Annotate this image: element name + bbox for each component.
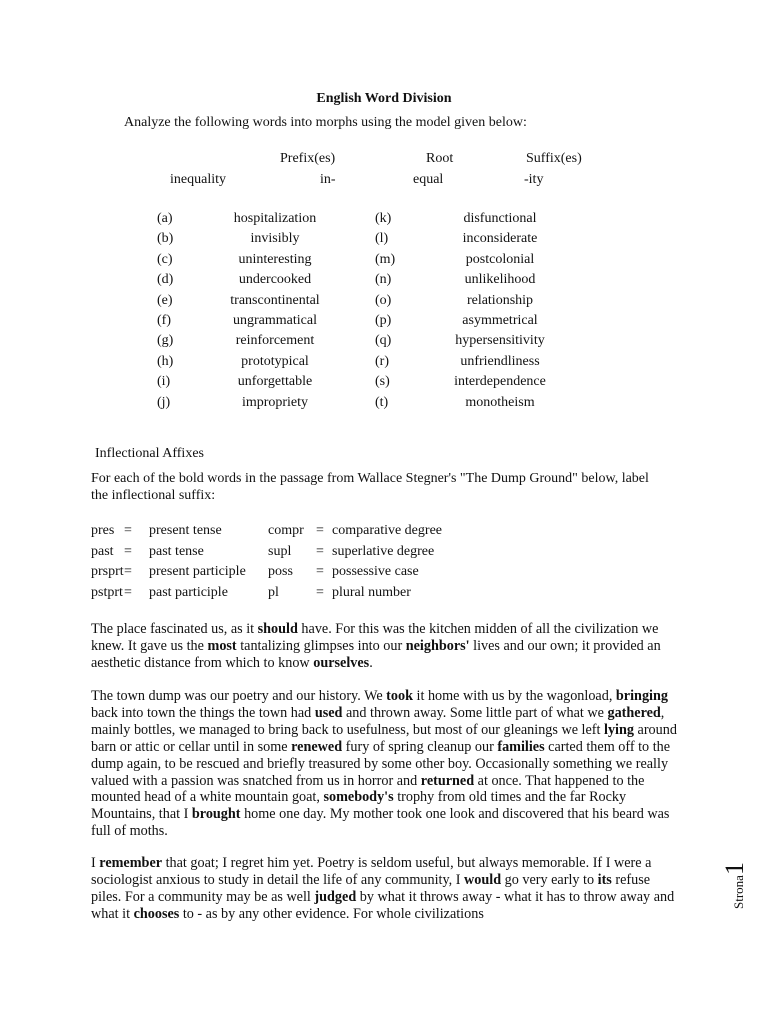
word-item: unlikelihood xyxy=(464,272,536,288)
abbreviation-cell: past participle xyxy=(149,584,228,600)
item-label: (l) xyxy=(375,231,389,247)
abbreviation-cell: pstprt xyxy=(91,584,123,600)
abbreviation-cell: = xyxy=(316,543,324,559)
item-label: (p) xyxy=(375,313,392,328)
bold-word: neighbors' xyxy=(405,637,470,654)
item-label: (d) xyxy=(157,272,174,288)
word-item: undercooked xyxy=(238,272,312,288)
word-item: invisibly xyxy=(250,231,300,247)
word-item: asymmetrical xyxy=(462,313,538,328)
word-item: unfriendliness xyxy=(460,353,540,369)
bold-word: returned xyxy=(420,772,475,789)
word-item: monotheism xyxy=(465,394,535,410)
example-word: inequality xyxy=(170,172,226,187)
abbreviation-cell: = xyxy=(124,564,132,580)
item-label: (g) xyxy=(157,333,174,349)
word-item: disfunctional xyxy=(463,211,537,226)
passage-paragraph: I remember that goat; I regret him yet. Poetry is seldom useful, but always memorable. If I were a sociologist anxious to study in detail the life of any community, I would go very early to its refuse piles. For a community may be as well judged by what it throws away - what it has to throw away and what it chooses to - as by any other evidence. For whole civilizations xyxy=(91,855,675,922)
section-heading-inflectional: Inflectional Affixes xyxy=(95,446,204,461)
prefix-header: Prefix(es) xyxy=(280,151,336,166)
word-item: ungrammatical xyxy=(233,313,317,328)
bold-word: would xyxy=(464,871,502,888)
abbreviation-cell: poss xyxy=(268,564,293,580)
abbreviation-cell: prsprt xyxy=(91,564,124,580)
word-item: hospitalization xyxy=(233,211,317,226)
page-label: Strona xyxy=(731,875,746,909)
item-label: (t) xyxy=(375,394,389,410)
item-label: (m) xyxy=(375,251,396,267)
word-item: postcolonial xyxy=(465,251,535,267)
item-label: (k) xyxy=(375,211,392,226)
abbreviation-row xyxy=(91,521,472,542)
instruction-text: Analyze the following words into morphs using the model given below: xyxy=(124,115,527,130)
abbreviation-cell: supl xyxy=(268,543,292,559)
item-label: (n) xyxy=(375,272,392,288)
word-item: interdependence xyxy=(454,374,546,390)
word-item: uninteresting xyxy=(238,251,312,267)
item-label: (o) xyxy=(375,292,392,308)
bold-word: lying xyxy=(604,721,634,738)
item-label: (i) xyxy=(157,374,171,390)
example-prefix: in- xyxy=(320,172,336,187)
example-suffix: -ity xyxy=(524,172,544,187)
abbreviation-cell: superlative degree xyxy=(332,543,435,559)
bold-word: should xyxy=(257,621,298,637)
item-label: (h) xyxy=(157,353,174,369)
abbreviation-cell: = xyxy=(124,523,132,539)
abbreviation-cell: = xyxy=(316,584,324,600)
bold-word: brought xyxy=(191,806,241,823)
page-footer xyxy=(700,855,760,915)
abbreviation-cell: = xyxy=(316,523,324,539)
word-item: transcontinental xyxy=(230,292,320,308)
word-item: unforgettable xyxy=(237,374,313,390)
abbreviation-cell: past xyxy=(91,543,114,559)
abbreviation-cell: possessive case xyxy=(332,564,419,580)
abbreviation-row xyxy=(91,562,472,583)
word-item: impropriety xyxy=(241,394,309,410)
passage-paragraph: The town dump was our poetry and our history. We took it home with us by the wagonload, bringing back into town the things the town had used and thrown away. Some little part of what we gathered, mainly bottles, we managed to bring back to usefulness, but most of our gleanings we left lying around barn or attic or cellar until in some renewed fury of spring cleanup our families carted them off to the dump again, to be rescued and briefly treasured by some other boy. Occasionally something we really valued with a passion was snatched from us in horror and returned at once. That happened to the mounted head of a white mountain goat, somebody's trophy from old times and the far Rocky Mountains, that I brought home one day. My mother took one look and discovered that his beard was full of moths. xyxy=(91,688,677,840)
bold-word: took xyxy=(386,688,413,704)
suffix-header: Suffix(es) xyxy=(526,151,582,166)
abbreviation-cell: comparative degree xyxy=(332,523,442,539)
abbreviation-row xyxy=(91,583,472,604)
word-item: inconsiderate xyxy=(462,231,538,247)
root-header: Root xyxy=(426,151,454,166)
page-number: 1 xyxy=(720,862,749,876)
bold-word: bringing xyxy=(615,688,668,704)
abbreviation-cell: = xyxy=(316,564,324,580)
bold-word: chooses xyxy=(133,905,180,922)
bold-word: gathered xyxy=(607,704,661,721)
abbreviation-cell: plural number xyxy=(332,584,411,600)
bold-word: its xyxy=(597,871,612,888)
page-title: English Word Division xyxy=(316,91,452,106)
abbreviation-cell: pres xyxy=(91,523,115,539)
word-item: reinforcement xyxy=(235,333,315,349)
item-label: (c) xyxy=(157,251,173,267)
passage-paragraph: The place fascinated us, as it should have. For this was the kitchen midden of all the civilization we knew. It gave us the most tantalizing glimpses into our neighbors' lives and our own; it provided an aesthetic distance from which to know ourselves. xyxy=(91,621,661,671)
abbreviation-cell: = xyxy=(124,584,132,600)
word-item: relationship xyxy=(466,292,534,308)
item-label: (b) xyxy=(157,231,174,247)
item-label: (s) xyxy=(375,374,390,390)
abbreviation-cell: compr xyxy=(268,523,304,539)
item-label: (e) xyxy=(157,292,173,308)
bold-word: somebody's xyxy=(323,789,394,806)
bold-word: families xyxy=(497,738,545,755)
section-intro: For each of the bold words in the passage from Wallace Stegner's "The Dump Ground" below, label the inflectional suffix: xyxy=(91,471,649,503)
abbreviation-table xyxy=(91,521,472,603)
bold-word: ourselves xyxy=(313,654,370,671)
abbreviation-cell: present participle xyxy=(149,564,246,580)
abbreviation-cell: past tense xyxy=(149,543,204,559)
bold-word: judged xyxy=(314,888,357,905)
abbreviation-cell: pl xyxy=(268,584,279,600)
item-label: (q) xyxy=(375,333,392,349)
item-label: (j) xyxy=(157,394,171,410)
word-item: prototypical xyxy=(241,353,309,369)
bold-word: remember xyxy=(99,855,163,871)
bold-word: most xyxy=(207,637,237,654)
item-label: (r) xyxy=(375,353,389,369)
bold-word: renewed xyxy=(291,738,343,755)
abbreviation-row xyxy=(91,542,472,563)
bold-word: used xyxy=(314,704,343,721)
item-label: (f) xyxy=(157,313,171,328)
example-root: equal xyxy=(413,172,444,187)
item-label: (a) xyxy=(157,211,173,226)
word-item: hypersensitivity xyxy=(455,333,545,349)
abbreviation-cell: = xyxy=(124,543,132,559)
abbreviation-cell: present tense xyxy=(149,523,222,539)
